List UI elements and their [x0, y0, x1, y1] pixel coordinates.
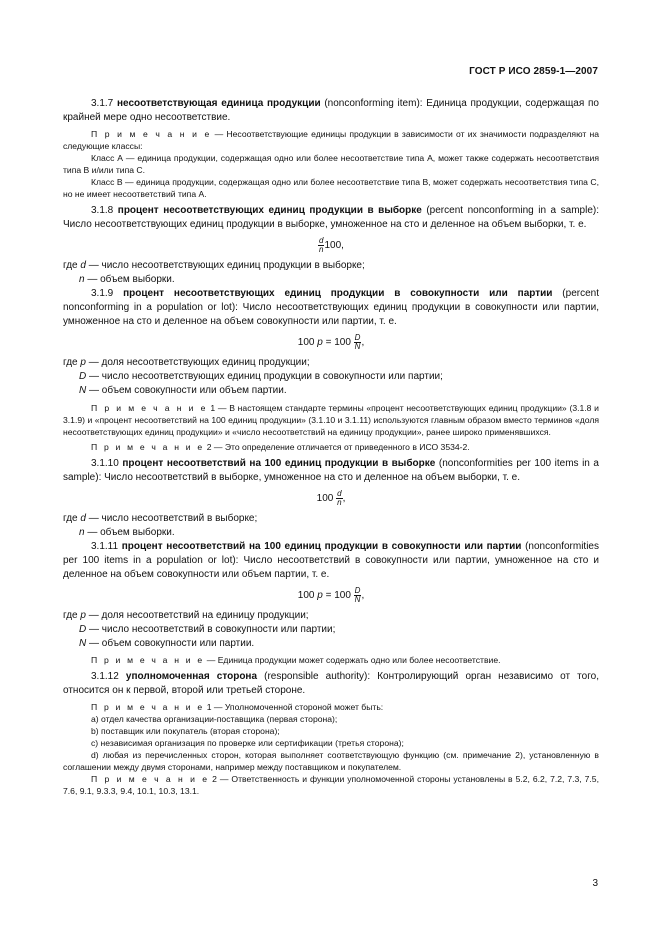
- term-nonconforming-item: несоответствующая единица продукции: [116, 98, 321, 109]
- def-n-2: n — объем выборки.: [79, 527, 175, 538]
- class-b-text: Класс В — единица продукции, содержащая одно или более несоответствие типа В, может содержать несоответствия типа С, но не имеет несоответствий типа А.: [63, 177, 599, 199]
- clause-3-1-11: 3.1.11 процент несоответствий на 100 единиц продукции в совокупности или партии (nonconformities per 100 items in a population or lot): Число несоответствий в совокупности или партии, умноженное на сто и деленное на объем совокупности или объем партии, т. е.: [63, 541, 599, 580]
- list-item-d: d) любая из перечисленных сторон, которая выполняет соответствующую функцию (см. примечание 2), установленную в соглашении между двумя сторонами, например между поставщиком и покупателем.: [63, 750, 599, 772]
- def-d-2: где d — число несоответствий в выборке;: [63, 513, 258, 524]
- note-2-3-1-9: П р и м е ч а н и е 2 — Это определение отличается от приведенного в ИСО 3534-2.: [91, 442, 470, 452]
- page-number: 3: [592, 878, 598, 889]
- term-nonconformities-per-100-sample: процент несоответствий на 100 единиц продукции в выборке: [122, 458, 436, 469]
- formula-3-1-9: 100 p = 100 $\frac{D}{N}$ ,: [297, 333, 365, 351]
- note-1-3-1-9: П р и м е ч а н и е 1 — В настоящем стандарте термины «процент несоответствующих единиц продукции» (3.1.8 и 3.1.9) и «процент несоответствий на 100 единиц продукции» (3.1.10 и 3.1.11) используются главным образом вместо терминов «доля несоответствующих единиц продукции» и «число несоответствий на единицу продукции», ранее широко применявшихся.: [63, 403, 599, 437]
- term-responsible-authority: уполномоченная сторона: [125, 671, 258, 682]
- note-1-3-1-12: П р и м е ч а н и е 1 — Уполномоченной стороной может быть:: [91, 702, 384, 712]
- fraction: $\frac{D}{N}$: [354, 333, 361, 351]
- term-percent-nonconforming-sample: процент несоответствующих единиц продукции в выборке: [117, 205, 422, 216]
- def-N-2: N — объем совокупности или партии.: [79, 638, 255, 649]
- note-3-1-7: П р и м е ч а н и е — Несоответствующие единицы продукции в зависимости от их значимости подразделяют на следующие классы:: [63, 129, 599, 151]
- fraction: $\frac{d}{n}$: [319, 236, 324, 254]
- list-item-b: b) поставщик или покупатель (вторая сторона);: [91, 726, 280, 736]
- fraction: $\frac{d}{n}$: [337, 489, 342, 507]
- def-p-2: где p — доля несоответствий на единицу продукции;: [63, 610, 309, 621]
- def-D-2: D — число несоответствий в совокупности или партии;: [79, 624, 336, 635]
- fraction: $\frac{D}{N}$: [354, 586, 361, 604]
- clause-3-1-7: 3.1.7 несоответствующая единица продукции (nonconforming item): Единица продукции, содержащая по крайней мере одно несоответствие.: [63, 98, 599, 123]
- note-2-3-1-12: П р и м е ч а н и е 2 — Ответственность и функции уполномоченной стороны установлены в 5.2, 6.2, 7.2, 7.3, 7.5, 7.6, 9.1, 9.3.3, 9.4, 10.1, 10.3, 13.1.: [63, 774, 599, 796]
- document-header: ГОСТ Р ИСО 2859-1—2007: [469, 66, 598, 77]
- clause-3-1-12: 3.1.12 уполномоченная сторона (responsible authority): Контролирующий орган независимо от того, относится он к первой, второй или третьей стороне.: [63, 671, 599, 696]
- list-item-a: a) отдел качества организации-поставщика (первая сторона);: [91, 714, 338, 724]
- term-percent-nonconforming-lot: процент несоответствующих единиц продукции в совокупности или партии: [123, 288, 553, 299]
- def-D: D — число несоответствующих единиц продукции в совокупности или партии;: [79, 371, 443, 382]
- note-3-1-11: П р и м е ч а н и е — Единица продукции может содержать одно или более несоответствие.: [91, 655, 501, 665]
- class-a-text: Класс А — единица продукции, содержащая одно или более несоответствие типа А, может также содержать несоответствия типа В и/или типа С.: [63, 153, 599, 175]
- list-item-c: c) независимая организация по проверке или сертификации (третья сторона);: [91, 738, 404, 748]
- def-n: n — объем выборки.: [79, 274, 175, 285]
- def-d: где d — число несоответствующих единиц продукции в выборке;: [63, 260, 365, 271]
- page-content: [63, 97, 599, 797]
- clause-3-1-9: 3.1.9 процент несоответствующих единиц продукции в совокупности или партии (percent nonconforming in a population or lot): Число несоответствующих единиц продукции в совокупности или партии, умноженное на сто и деленное на объем совокупности или партии, т. е.: [63, 288, 599, 327]
- clause-3-1-10: 3.1.10 процент несоответствий на 100 единиц продукции в выборке (nonconformities per 100 items in a sample): Число несоответствий в выборке, умноженное на сто и деленное на объем выборки, т. е.: [63, 458, 599, 483]
- def-N: N — объем совокупности или объем партии.: [79, 385, 287, 396]
- clause-3-1-8: 3.1.8 процент несоответствующих единиц продукции в выборке (percent nonconforming in a sample): Число несоответствующих единиц продукции в выборке, умноженное на сто и деленное на объем выборки, т. е.: [63, 205, 599, 230]
- formula-3-1-11: 100 p = 100 $\frac{D}{N}$ ,: [297, 586, 365, 604]
- def-p: где p — доля несоответствующих единиц продукции;: [63, 357, 310, 368]
- formula-3-1-10: 100 $\frac{d}{n}$ ,: [316, 489, 346, 507]
- term-nonconformities-per-100-lot: процент несоответствий на 100 единиц продукции в совокупности или партии: [121, 541, 522, 552]
- formula-3-1-8: $\frac{d}{n}$ 100,: [319, 236, 344, 254]
